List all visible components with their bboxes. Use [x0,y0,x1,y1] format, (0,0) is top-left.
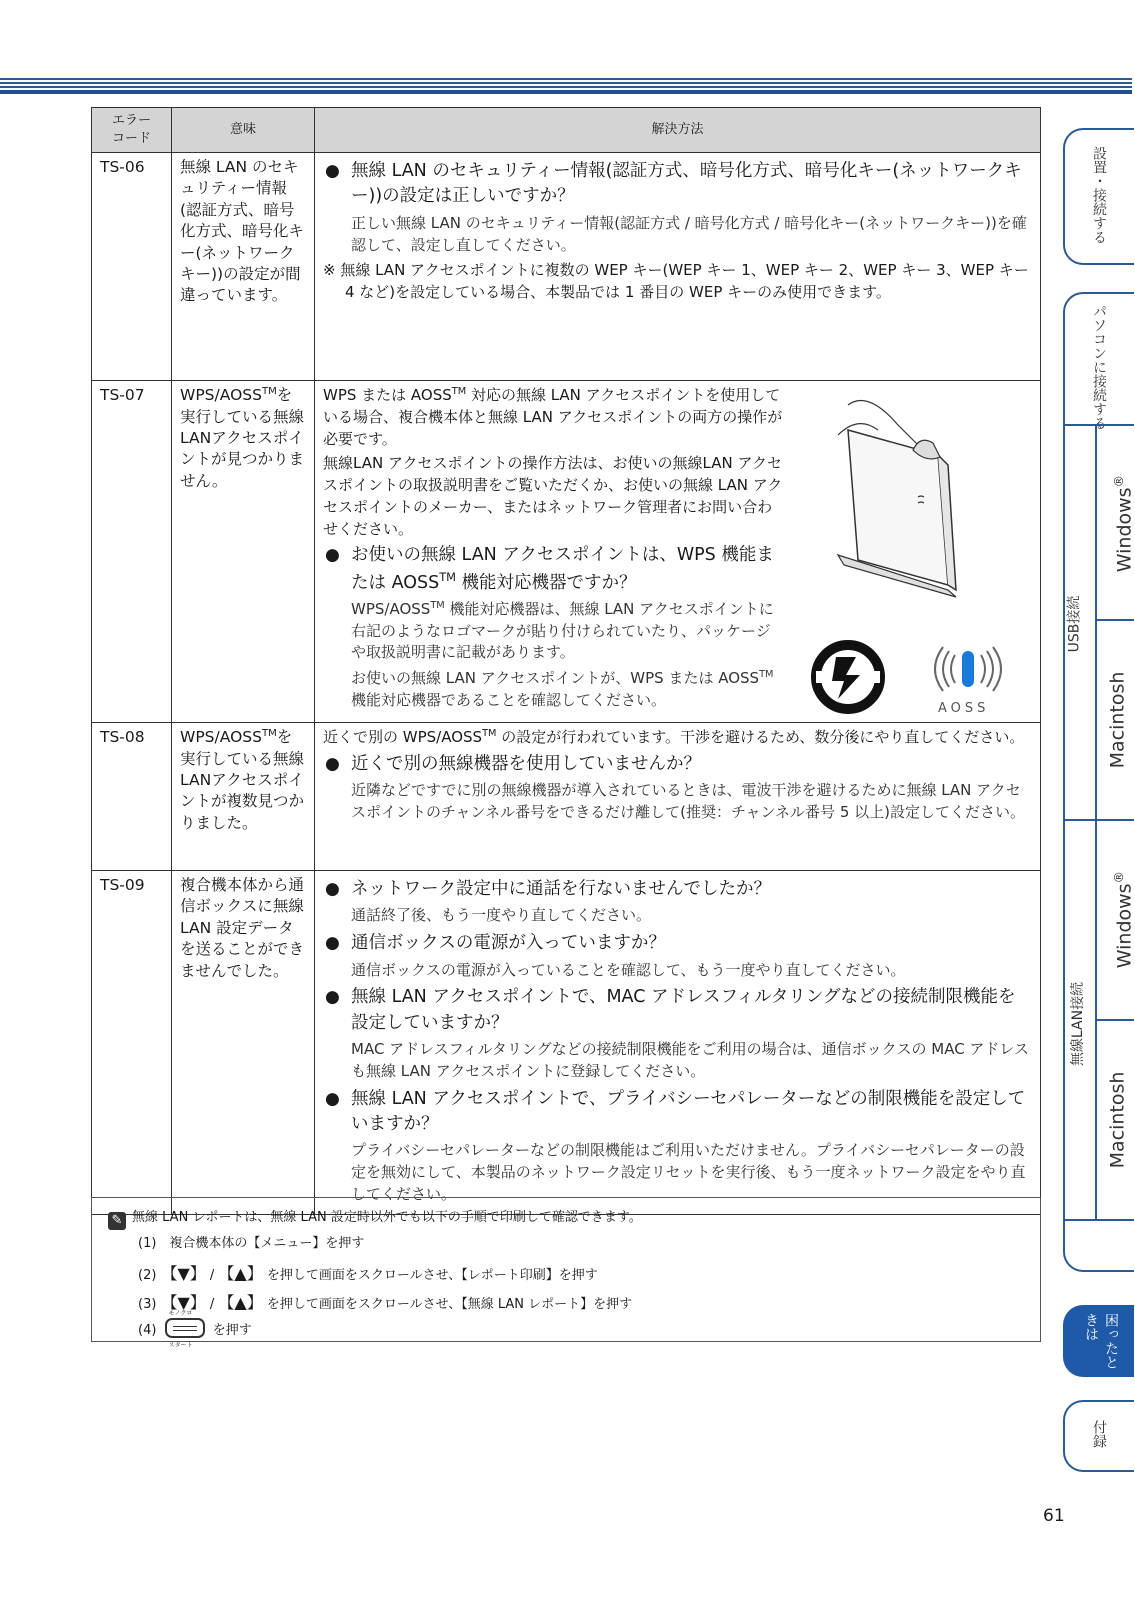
table-row [92,381,1041,723]
error-code: TS-07 [92,381,172,723]
check-question: ● 通信ボックスの電源が入っていますか？ [323,931,1032,956]
tab-usb-connection[interactable]: USB接続 [1066,595,1083,653]
tab-usb-windows[interactable]: Windows® [1111,475,1135,573]
solution-text: 近くで別の WPS/AOSS™ の設定が行われています。干渉を避けるため、数分後にやり直してください。 [323,728,1025,746]
check-answer: 正しい無線 LAN のセキュリティー情報(認証方式 / 暗号化方式 / 暗号化キー(ネットワークキー))を確認して、設定し直してください。 [351,213,1027,254]
tab-divider [1065,1219,1134,1221]
illustration-area [783,385,1032,716]
check-question: ● ネットワーク設定中に通話を行ないませんでしたか？ [323,877,1032,902]
tab-divider [1065,819,1134,821]
meaning-part: を実行している無線LANアクセスポイントが見つかりません。 [180,386,305,490]
tab-setup[interactable]: 設置・接続する [1063,128,1134,265]
info-step-3: (3) 【▼】 / 【▲】 を押して画面をスクロールさせ、【無線 LAN レポート】を押す [138,1293,633,1312]
error-solution [315,723,1041,871]
trademark: TM [261,386,277,397]
meaning-part: WPS/AOSS [180,386,262,405]
header-code: エラー コード [92,108,172,153]
check-answer: 近隣などですでに別の無線機器が導入されているときは、電波干渉を避けるために無線 LAN アクセスポイントのチャンネル番号をできるだけ離して(推奨：チャンネル番号 5 以上)設定してください。 [351,781,1025,821]
tab-divider [1095,1019,1134,1021]
note: ※ 無線 LAN アクセスポイントに複数の WEP キー(WEP キー 1、WEP キー 2、WEP キー 3、WEP キー 4 など)を設定している場合、本製品では 1 番目の WEP キーのみ使用できます。 [323,261,1029,301]
table-header-row [92,108,1041,153]
tab-pc-connection[interactable]: パソコンに接続する USB接続 Windows® Macintosh 無線LAN接続 Windows® Macintosh [1063,292,1134,1272]
error-code: TS-08 [92,723,172,871]
check-question: ● 無線 LAN のセキュリティー情報(認証方式、暗号化方式、暗号化キー(ネットワークキー))の設定は正しいですか？ [323,159,1032,210]
tab-vertical-rule [1095,424,1097,819]
memo-icon: ✎ [108,1212,126,1230]
info-intro-line: ✎ 無線 LAN レポートは、無線 LAN 設定時以外でも以下の手順で印刷して確認できます。 [108,1206,642,1230]
solution-text: WPS または AOSS™ 対応の無線 LAN アクセスポイントを使用している場合、複合機本体と無線 LAN アクセスポイントの両方の操作が必要です。 [323,386,783,448]
error-meaning: 複合機本体から通信ボックスに無線 LAN 設定データを送ることができませんでした。 [172,871,315,1215]
error-meaning: 無線 LAN のセキュリティー情報(認証方式、暗号化方式、暗号化キー(ネットワークキー))の設定が間違っています。 [172,153,315,381]
table-row [92,723,1041,871]
error-solution [315,381,1041,723]
error-solution [315,871,1041,1215]
error-solution [315,153,1041,381]
tab-wlan-connection[interactable]: 無線LAN接続 [1070,981,1087,1067]
tab-vertical-rule [1095,819,1097,1219]
check-answer: お使いの無線 LAN アクセスポイントが、WPS または AOSS™ 機能対応機器であることを確認してください。 [351,669,774,709]
tab-divider [1065,424,1134,426]
check-answer: 通話終了後、もう一度やり直してください。 [351,906,652,925]
down-arrow-key-icon: 【▼】 [169,1264,206,1283]
tab-usb-macintosh[interactable]: Macintosh [1106,671,1129,769]
check-question: ● お使いの無線 LAN アクセスポイントは、WPS 機能または AOSS™ 機能対応機器ですか？ [323,543,783,596]
page-number: 61 [1043,1506,1065,1526]
info-step-4: (4) モノクロ スタート を押す [138,1310,252,1349]
check-question: ● 無線 LAN アクセスポイントで、プライバシーセパレーターなどの制限機能を設定していますか？ [323,1087,1032,1138]
check-question: ● 無線 LAN アクセスポイントで、MAC アドレスフィルタリングなどの接続制限機能を設定していますか？ [323,985,1032,1036]
header-solution: 解決方法 [315,108,1041,153]
mono-start-button-icon: モノクロ スタート [165,1318,205,1338]
check-answer: プライバシーセパレーターなどの制限機能はご利用いただけません。プライバシーセパレーターの設定を無効にして、本製品のネットワーク設定リセットを実行後、もう一度ネットワーク設定をやり直してください。 [351,1141,1026,1203]
error-code-table [91,107,1041,1215]
tab-troubleshooting[interactable]: 困ったときは [1063,1305,1134,1377]
check-question: ● 近くで別の無線機器を使用していませんか？ [323,752,1032,777]
tab-wlan-macintosh[interactable]: Macintosh [1106,1071,1129,1169]
tab-wlan-windows[interactable]: Windows® [1111,871,1135,969]
aoss-logo-text: AOSS [938,701,990,716]
error-meaning: WPS/AOSS™を実行している無線LANアクセスポイントが複数見つかりました。 [172,723,315,871]
down-arrow-key-icon: 【▼】 [169,1293,206,1312]
wps-logo [808,637,888,717]
error-code: TS-09 [92,871,172,1215]
table-row [92,871,1041,1215]
up-arrow-key-icon: 【▲】 [218,1293,263,1312]
header-rule [0,78,1132,94]
info-step-1: (1) 複合機本体の【メニュー】を押す [138,1236,365,1251]
error-meaning [172,381,315,723]
check-answer: WPS/AOSS™ 機能対応機器は、無線 LAN アクセスポイントに右記のようなロゴマークが貼り付けられていたり、パッケージや取扱説明書に記載があります。 [351,599,774,662]
solution-text: 無線LAN アクセスポイントの操作方法は、お使いの無線LAN アクセスポイントの取扱説明書をご覧いただくか、お使いの無線 LAN アクセスポイントのメーカー、またはネットワーク管理者にお問い合わせください。 [323,454,783,538]
error-code: TS-06 [92,153,172,381]
table-row [92,153,1041,381]
header-meaning: 意味 [172,108,315,153]
tab-appendix[interactable]: 付録 [1063,1400,1134,1472]
access-point-illustration [808,385,998,615]
tab-divider [1095,619,1134,621]
up-arrow-key-icon: 【▲】 [218,1264,263,1283]
report-info-box [91,1197,1041,1349]
check-answer: MAC アドレスフィルタリングなどの接続制限機能をご利用の場合は、通信ボックスの MAC アドレスも無線 LAN アクセスポイントに登録してください。 [351,1040,1029,1080]
info-step-2: (2) 【▼】 / 【▲】 を押して画面をスクロールさせ、【レポート印刷】を押す [138,1264,598,1283]
check-answer: 通信ボックスの電源が入っていることを確認して、もう一度やり直してください。 [351,960,906,979]
